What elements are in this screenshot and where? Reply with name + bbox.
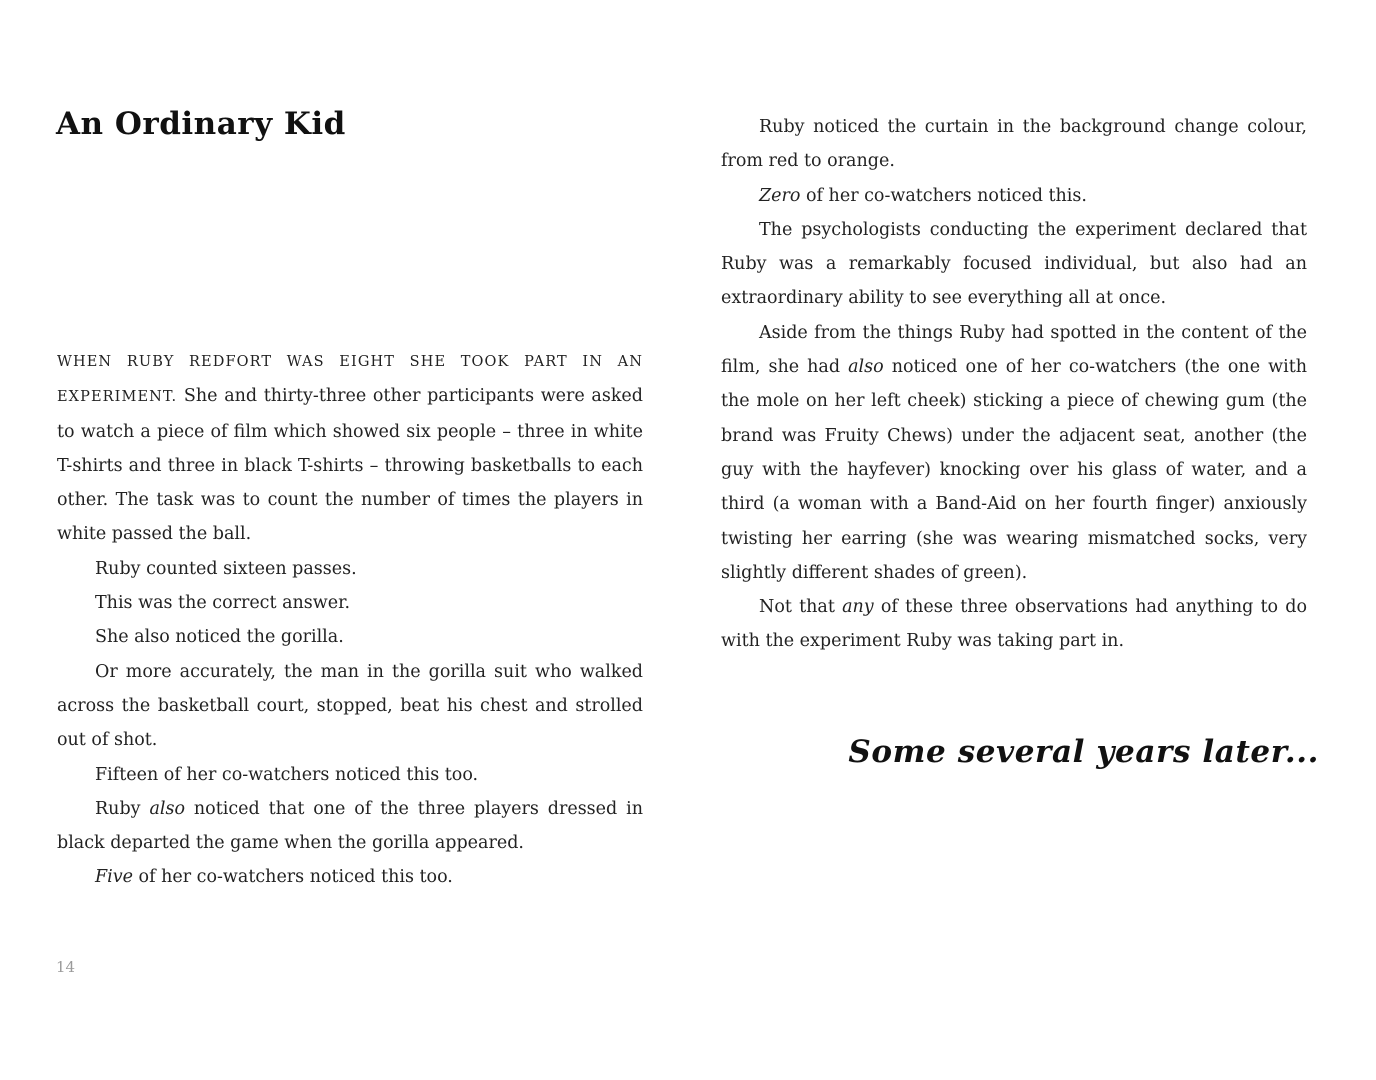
paragraph: This was the correct answer. — [95, 593, 351, 614]
emphasis: Zero — [759, 185, 801, 206]
left-page-body — [57, 344, 643, 895]
text-run: noticed one of her co-watchers (the one with the mole on her left cheek) sticking a piece of chewing gum (the brand was Fruity Chews) under the adjacent seat, another (the guy with the hayfever) knocking over his glass of water, and a third (a woman with a Band-Aid on her fourth finger) anxiously twisting her earring (she was wearing mismatched socks, very slightly different shades of green). — [721, 357, 1307, 583]
paragraph — [721, 179, 1307, 213]
section-title: Some several years later... — [848, 734, 1319, 770]
right-page-body — [721, 110, 1307, 659]
emphasis: also — [149, 798, 185, 819]
paragraph — [57, 792, 643, 861]
text-run: Aside from the things Ruby had spotted in the content of the film, she had — [721, 322, 1307, 378]
chapter-title: An Ordinary Kid — [56, 106, 346, 142]
emphasis: any — [842, 597, 874, 618]
right-page — [688, 0, 1376, 1080]
text-run: of her co-watchers noticed this. — [800, 185, 1087, 206]
paragraph — [57, 860, 643, 894]
text-run: of her co-watchers noticed this too. — [132, 867, 453, 888]
opening-smallcaps: WHEN RUBY REDFORT WAS EIGHT SHE TOOK PART IN AN EXPERIMENT. — [57, 354, 643, 406]
emphasis: Five — [95, 867, 133, 888]
opening-text: She and thirty-three other participants were asked to watch a piece of film which showed six people – three in white T-shirts and three in black T-shirts – throwing basketballs to each other. The task was to count the number of times the players in white passed the ball. — [57, 386, 643, 545]
paragraph: Ruby noticed the curtain in the background change colour, from red to orange. — [721, 117, 1307, 172]
paragraph: She also noticed the gorilla. — [95, 627, 344, 648]
paragraph: Ruby counted sixteen passes. — [95, 558, 357, 579]
text-run: noticed that one of the three players dressed in black departed the game when the gorilla appeared. — [57, 798, 643, 854]
page-number: 14 — [56, 958, 76, 976]
paragraph — [721, 316, 1307, 590]
paragraph-opening — [57, 344, 643, 552]
paragraph: The psychologists conducting the experiment declared that Ruby was a remarkably focused individual, but also had an extraordinary ability to see everything all at once. — [721, 219, 1307, 309]
text-run: Not that — [759, 597, 843, 618]
text-run: of these three observations had anything to do with the experiment Ruby was taking part in. — [721, 597, 1308, 652]
text-run: Ruby — [95, 798, 150, 819]
paragraph — [721, 590, 1307, 659]
paragraph: Or more accurately, the man in the gorilla suit who walked across the basketball court, stopped, beat his chest and strolled out of shot. — [57, 661, 643, 751]
emphasis: also — [848, 357, 884, 378]
paragraph: Fifteen of her co-watchers noticed this too. — [95, 764, 479, 785]
